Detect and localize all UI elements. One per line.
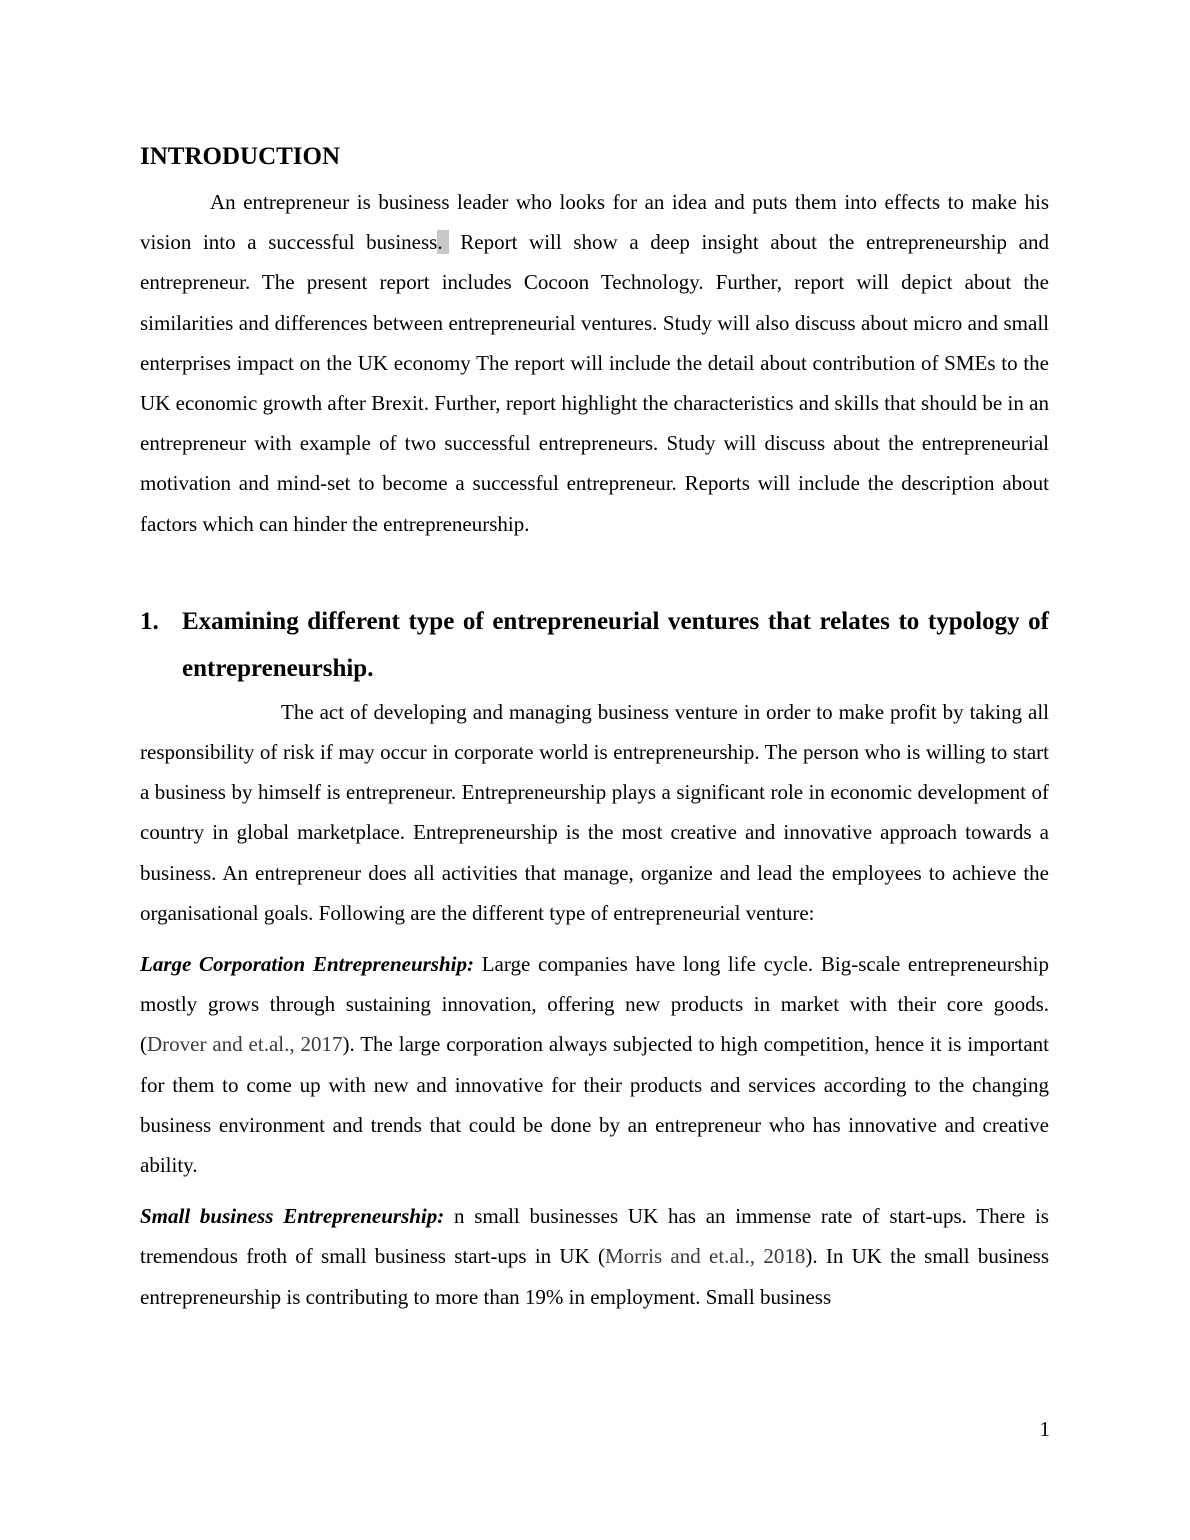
intro-text-part-1: An entrepreneur is business leader who looks for an idea and puts them into effects to make his vision into a successful business: [140, 190, 1049, 255]
citation-drover: Drover and et.al., 2017: [147, 1032, 343, 1057]
page-content: [140, 140, 1049, 1317]
section-1-title: Examining different type of entrepreneurial ventures that relates to typology of entrepreneurship.: [182, 607, 1049, 682]
large-corporation-paragraph: Large Corporation Entrepreneurship: Large companies have long life cycle. Big-scale entrepreneurship mostly grows through sustaining innovation, offering new products in market with their core goods. (Drover and et.al., 2017). The large corporation always subjected to high competition, hence it is important for them to come up with new and innovative for their products and services according to the changing business environment and trends that could be done by an entrepreneur who has innovative and creative ability.: [140, 952, 1049, 1178]
section-1-heading: [140, 598, 1049, 692]
small-business-paragraph: Small business Entrepreneurship: n small businesses UK has an immense rate of start-ups. There is tremendous froth of small business start-ups in UK (Morris and et.al., 2018). In UK the small business entrepreneurship is contributing to more than 19% in employment. Small business: [140, 1204, 1049, 1309]
intro-text-part-2: Report will show a deep insight about the entrepreneurship and entrepreneur. The present report includes Cocoon Technology. Further, report will depict about the similarities and differences between entrepreneurial ventures. Study will also discuss about micro and small enterprises impact on the UK economy The report will include the detail about contribution of SMEs to the UK economic growth after Brexit. Further, report highlight the characteristics and skills that should be in an entrepreneur with example of two successful entrepreneurs. Study will discuss about the entrepreneurial motivation and mind-set to become a successful entrepreneur. Reports will include the description about factors which can hinder the entrepreneurship.: [140, 230, 1050, 536]
section-1-number: 1.: [140, 607, 159, 635]
highlighted-period: .: [437, 230, 448, 254]
large-corporation-term: Large Corporation Entrepreneurship:: [140, 952, 474, 977]
section-1-paragraph: The act of developing and managing business venture in order to make profit by taking all responsibility of risk if may occur in corporate world is entrepreneurship. The person who is willing to start a business by himself is entrepreneur. Entrepreneurship plays a significant role in economic development of country in global marketplace. Entrepreneurship is the most creative and innovative approach towards a business. An entrepreneur does all activities that manage, organize and lead the employees to achieve the organisational goals. Following are the different type of entrepreneurial venture:: [140, 699, 1049, 925]
introduction-paragraph: [140, 182, 1049, 544]
introduction-heading: INTRODUCTION: [140, 143, 341, 170]
small-business-term: Small business Entrepreneurship:: [140, 1204, 445, 1229]
page-number: 1: [1039, 1417, 1050, 1441]
citation-morris: Morris and et.al., 2018: [605, 1244, 806, 1269]
